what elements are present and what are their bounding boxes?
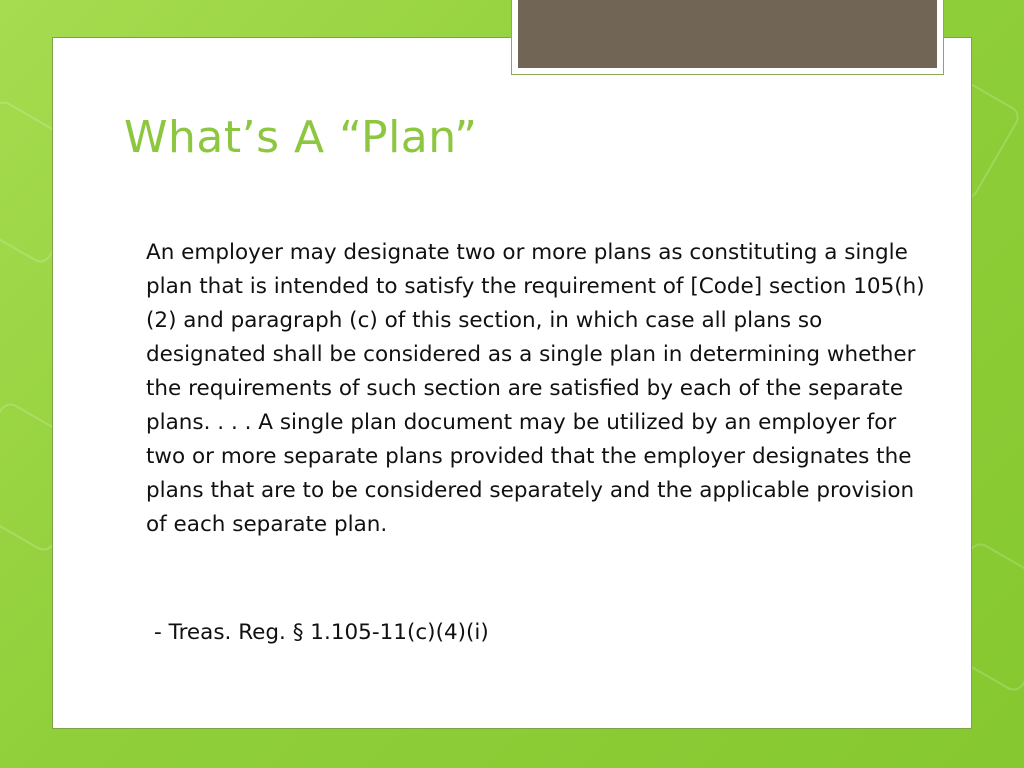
slide-body-text: An employer may designate two or more plans as constituting a single plan that is intended to satisfy the requirement of [Code] section 105(h)(2) and paragraph (c) of this section, in which case all plans so designated shall be considered as a single plan in determining whether the requirements of such section are satisfied by each of the separate plans. . . . A single plan document may be utilized by an employer for two or more separate plans provided that the employer designates the plans that are to be considered separately and the applicable provision of each separate plan. (146, 240, 925, 537)
slide-title: What’s A “Plan” (124, 112, 478, 163)
header-accent-bar (518, 0, 937, 68)
slide-citation: - Treas. Reg. § 1.105-11(c)(4)(i) (154, 620, 489, 645)
